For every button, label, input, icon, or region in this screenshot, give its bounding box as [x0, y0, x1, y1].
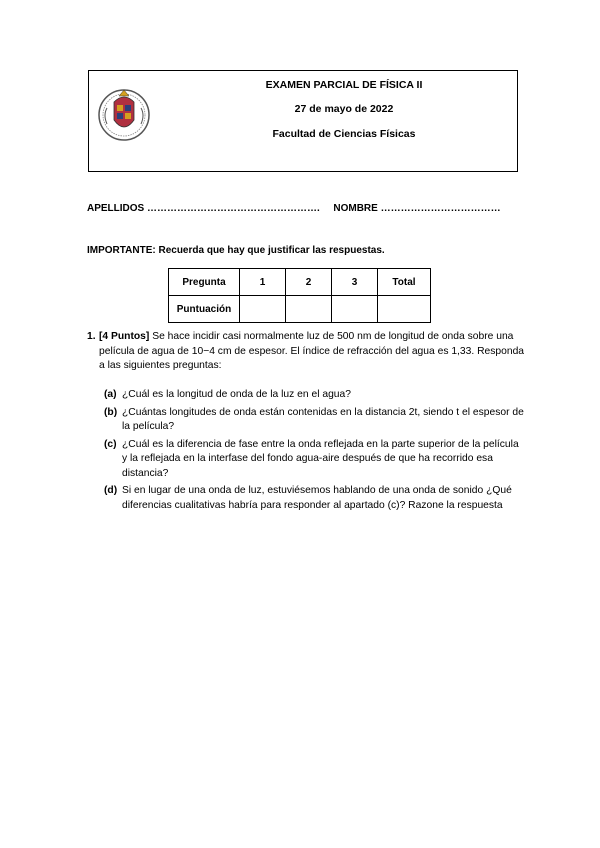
list-item	[104, 438, 524, 482]
header-q1: 1	[240, 269, 286, 296]
name-field[interactable]: ………………………………	[380, 203, 501, 214]
item-label: (d)	[104, 485, 118, 496]
score-cell-q1[interactable]	[240, 296, 286, 323]
score-table-header-row	[169, 269, 431, 296]
exam-header	[88, 70, 518, 172]
list-item	[104, 484, 524, 513]
item-label: (b)	[104, 406, 118, 418]
problem-1	[87, 330, 527, 374]
surname-field[interactable]: …………………………………………….	[147, 203, 320, 214]
header-q3: 3	[332, 269, 378, 296]
problem-items	[104, 388, 524, 516]
important-label: IMPORTANTE:	[87, 245, 156, 256]
score-table	[168, 268, 431, 323]
list-item	[104, 406, 524, 435]
exam-date: 27 de mayo de 2022	[294, 103, 394, 115]
faculty-name: Facultad de Ciencias Físicas	[272, 128, 416, 140]
surname-label: APELLIDOS	[87, 203, 145, 214]
score-cell-q2[interactable]	[286, 296, 332, 323]
name-label: NOMBRE	[333, 203, 378, 214]
row-label-puntuacion: Puntuación	[169, 296, 240, 323]
item-label: (a)	[104, 389, 117, 400]
student-fields	[87, 203, 501, 214]
item-label: (c)	[104, 438, 117, 450]
problem-statement	[99, 330, 527, 374]
important-notice	[87, 245, 385, 256]
score-table-score-row	[169, 296, 431, 323]
item-text: Si en lugar de una onda de luz, estuviésemos hablando de una onda de sonido ¿Qué diferencias cualitativas habría para responder al apartado (c)? Razone la respuesta	[122, 485, 512, 511]
item-text: ¿Cuántas longitudes de onda están contenidas en la distancia 2t, siendo t el espesor de la película?	[122, 406, 524, 432]
header-pregunta: Pregunta	[169, 269, 240, 296]
header-total: Total	[378, 269, 431, 296]
list-item	[104, 388, 524, 403]
score-cell-q3[interactable]	[332, 296, 378, 323]
exam-title: EXAMEN PARCIAL DE FÍSICA II	[265, 79, 423, 91]
problem-points: [4 Puntos]	[99, 331, 150, 342]
problem-text: Se hace incidir casi normalmente luz de 500 nm de longitud de onda sobre una película de agua de 10−4 cm de espesor. El índice de refracción del agua es 1,33. Responda a las siguientes preguntas:	[99, 331, 525, 371]
header-q2: 2	[286, 269, 332, 296]
important-text: Recuerda que hay que justificar las respuestas.	[155, 245, 385, 256]
problem-number: 1.	[87, 331, 96, 342]
university-seal-icon	[97, 78, 151, 152]
item-text: ¿Cuál es la diferencia de fase entre la onda reflejada en la parte superior de la película y la reflejada en la interfase del fondo agua-aire después de que ha recorrido esa distancia?	[122, 438, 519, 479]
item-text: ¿Cuál es la longitud de onda de la luz en el agua?	[122, 389, 351, 400]
score-cell-total[interactable]	[378, 296, 431, 323]
